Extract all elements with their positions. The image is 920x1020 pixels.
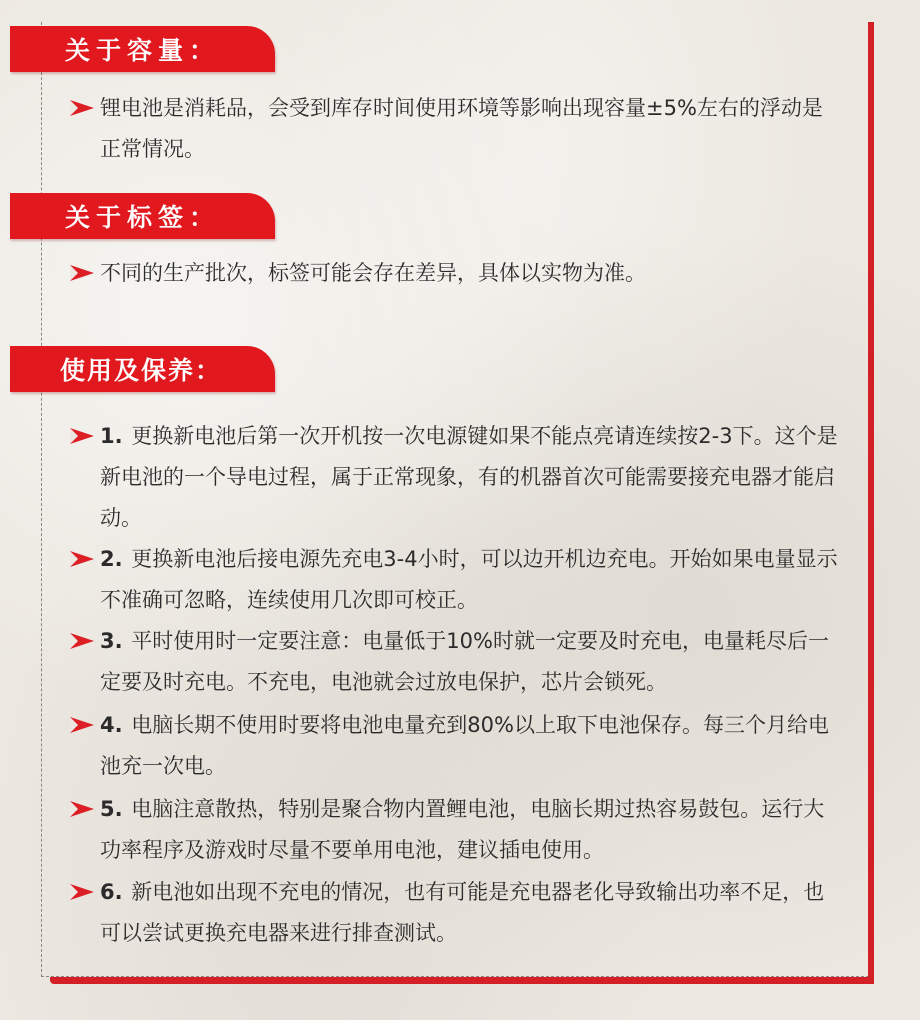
item-text: 不同的生产批次，标签可能会存在差异，具体以实物为准。 <box>100 261 646 285</box>
list-item <box>70 416 840 539</box>
item-text: 更换新电池后接电源先充电3-4小时，可以边开机边充电。开始如果电量显示不准确可忽略，连续使用几次即可校正。 <box>100 547 838 612</box>
list-item <box>70 539 840 621</box>
list-item <box>70 621 840 703</box>
section-title-capacity: 关于容量： <box>10 26 275 72</box>
item-text: 电脑注意散热，特别是聚合物内置鲤电池，电脑长期过热容易鼓包。运行大功率程序及游戏时尽量不要单用电池，建议插电使用。 <box>100 797 825 862</box>
item-text: 平时使用时一定要注意：电量低于10%时就一定要及时充电，电量耗尽后一定要及时充电。不充电，电池就会过放电保护，芯片会锁死。 <box>100 629 829 694</box>
item-number: 3. <box>100 629 123 653</box>
arrow-bullet-icon <box>70 621 100 662</box>
item-number: 6. <box>100 880 123 904</box>
list-item <box>70 88 840 170</box>
card-red-border-right <box>868 22 874 984</box>
section-title-usage-care: 使用及保养： <box>10 346 275 392</box>
item-text: 锂电池是消耗品，会受到库存时间使用环境等影响出现容量±5%左右的浮动是正常情况。 <box>100 96 823 161</box>
item-number: 5. <box>100 797 123 821</box>
list-item <box>70 253 840 294</box>
item-text: 电脑长期不使用时要将电池电量充到80%以上取下电池保存。每三个月给电池充一次电。 <box>100 713 829 778</box>
list-item <box>70 705 840 787</box>
arrow-bullet-icon <box>70 539 100 580</box>
arrow-bullet-icon <box>70 705 100 746</box>
item-number: 4. <box>100 713 123 737</box>
item-text: 新电池如出现不充电的情况，也有可能是充电器老化导致输出功率不足，也可以尝试更换充电器来进行排查测试。 <box>100 880 825 945</box>
item-number: 2. <box>100 547 123 571</box>
arrow-bullet-icon <box>70 416 100 457</box>
list-item <box>70 872 840 954</box>
arrow-bullet-icon <box>70 789 100 830</box>
item-text: 更换新电池后第一次开机按一次电源键如果不能点亮请连续按2-3下。这个是新电池的一个导电过程，属于正常现象，有的机器首次可能需要接充电器才能启动。 <box>100 424 838 530</box>
arrow-bullet-icon <box>70 88 100 129</box>
list-item <box>70 789 840 871</box>
section-title-label: 关于标签： <box>10 193 275 239</box>
item-number: 1. <box>100 424 123 448</box>
arrow-bullet-icon <box>70 872 100 913</box>
arrow-bullet-icon <box>70 253 100 294</box>
card-red-border-bottom <box>50 977 874 984</box>
